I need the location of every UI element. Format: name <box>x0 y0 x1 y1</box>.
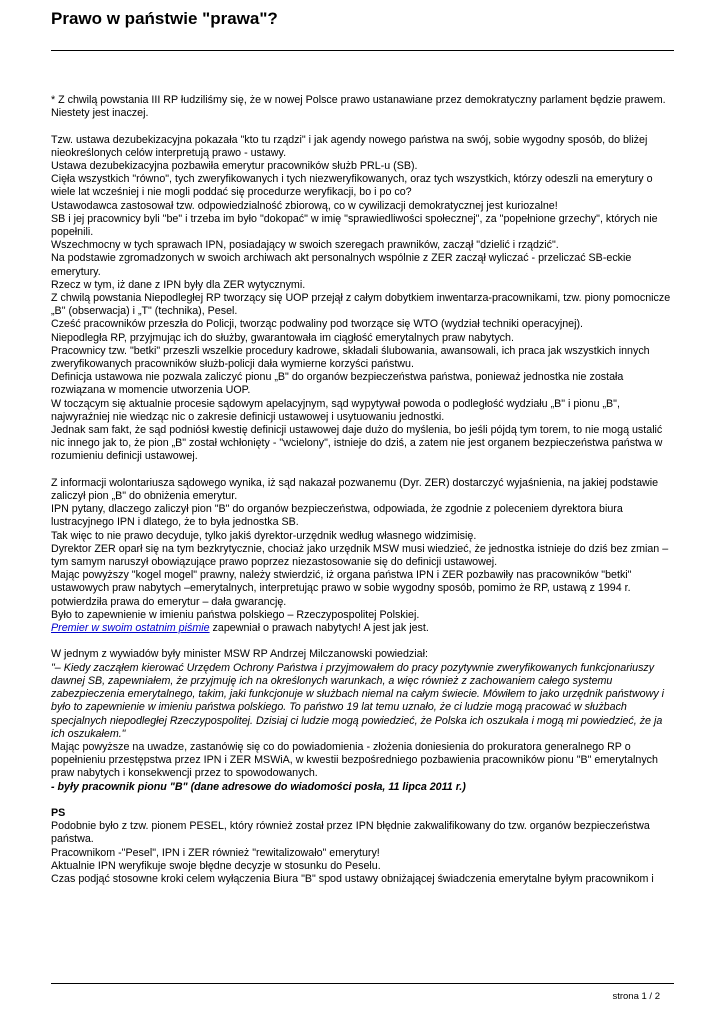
paragraph: W toczącym się aktualnie procesie sądowym apelacyjnym, sąd wypytywał powoda o podległość wydziału „B" i pionu „B", najwyraźniej nie wiedząc nic o zakresie definicji ustawowej i usytuowaniu jednostki. <box>51 397 620 423</box>
signature: - były pracownik pionu "B" (dane adresowe do wiadomości posła, 11 lipca 2011 r.) <box>51 780 466 793</box>
paragraph: Ustawodawca zastosował tzw. odpowiedzialność zbiorową, co w cywilizacji demokratycznej jest kuriozalne! <box>51 199 558 212</box>
ps-label: PS <box>51 806 66 819</box>
paragraph: Jednak sam fakt, że sąd podniósł kwestię definicji ustawowej daje dużo do myślenia, bo jeśli pójdą tym torem, to nie mogą ustalić nic innego jak to, że pion „B" został wchłonięty - "wcielony", istnieje do dziś, a zatem nie jest organem bezpieczeństwa państwa w rozumieniu definicji ustawowej. <box>51 424 663 463</box>
paragraph: Pracownicy tzw. "betki" przeszli wszelkie procedury kadrowe, składali ślubowania, awansowali, ich praca jak wszystkich innych zweryfikowanych pracowników służb-policji dała wymierne korzyści państwu. <box>51 344 650 371</box>
paragraph: W jednym z wywiadów były minister MSW RP Andrzej Milczanowski powiedział: <box>51 648 428 661</box>
page-title: Prawo w państwie "prawa"? <box>51 9 278 28</box>
paragraph: Czas podjąć stosowne kroki celem wyłączenia Biura "B" spod ustawy obniżającej świadczenia emerytalne byłym pracownikom i <box>51 872 654 885</box>
paragraph: Niestety jest inaczej. <box>51 107 149 120</box>
link-trailing-text: zapewniał o prawach nabytych! A jest jak jest. <box>209 622 429 635</box>
paragraph: Tak więc to nie prawo decyduje, tylko jakiś dyrektor-urzędnik według własnego widzimisię. <box>51 529 477 542</box>
paragraph: Tzw. ustawa dezubekizacyjna pokazała "kto tu rządzi" i jak agendy nowego państwa na swój, sobie wygodny sposób, do bliżej nieokreślonych celów interpretują prawo - ustawy. <box>51 133 648 159</box>
paragraph: Definicja ustawowa nie pozwala zaliczyć pionu „B" do organów bezpieczeństwa państwa, ponieważ jednostka nie została rozwiązana w momencie utworzenia UOP. <box>51 371 624 397</box>
paragraph: Aktualnie IPN weryfikuje swoje błędne decyzje w stosunku do Peselu. <box>51 859 381 872</box>
paragraph: Było to zapewnienie w imieniu państwa polskiego – Rzeczypospolitej Polskiej. <box>51 608 420 621</box>
paragraph: Z informacji wolontariusza sądowego wynika, iż sąd nakazał pozwanemu (Dyr. ZER) dostarczyć wyjaśnienia, na jakiej podstawie zaliczył pion „B" do obniżenia emerytur. <box>51 476 659 503</box>
footer-divider <box>51 983 674 984</box>
paragraph: Podobnie było z tzw. pionem PESEL, który również został przez IPN błędnie zakwalifikowany do tzw. organów bezpieczeństwa państwa. <box>51 820 650 846</box>
paragraph: Cześć pracowników przeszła do Policji, tworząc podwaliny pod tworzące się WTO (wydział techniki operacyjnej). <box>51 318 584 331</box>
paragraph: Dyrektor ZER oparł się na tym bezkrytycznie, chociaż jako urzędnik MSW musi wiedzieć, że jednostka istnieje do dziś bez zmian – tym samym naruszył obowiązujące prawo poprzez niezastosowanie się do definicji ustawowej. <box>51 542 669 569</box>
page-number: strona 1 / 2 <box>612 991 660 1002</box>
quote: "– Kiedy zacząłem kierować Urzędem Ochrony Państwa i przyjmowałem do pracy pozytywnie zweryfikowanych funkcjonariuszy dawnej SB, zapewniałem, że przyjmuję ich na określonych warunkach, a więc również z zachowaniem całego systemu zabezpieczenia emerytalnego, takim, jaki funkcjonuje w służbach niemal na całym świecie. Mówiłem to jako urzędnik państwowy i było to zapewnienie w imieniu państwa polskiego. To państwo 19 lat temu uznało, że ci ludzie mogą pracować w służbach specjalnych niepodległej Rzeczypospolitej. Dzisiaj ci ludzie mogą powiedzieć, że Polska ich oszukała i mogą mi powiedzieć, że ja ich oszukałem." <box>51 661 665 740</box>
paragraph: Mając powyższe na uwadze, zastanówię się co do powiadomienia - złożenia doniesienia do prokuratora generalnego RP o popełnieniu przestępstwa przez IPN i ZER MSWiA, w kwestii bezpośredniego pozbawienia pracowników pionu "B" emerytalnych praw nabytych i konsekwencji przez to spowodowanych. <box>51 740 658 780</box>
paragraph: Wszechmocny w tych sprawach IPN, posiadający w swoich szeregach prawników, zaczął "dzielić i rządzić". <box>51 239 559 252</box>
paragraph-with-link <box>51 622 677 635</box>
paragraph: IPN pytany, dlaczego zaliczył pion "B" do organów bezpieczeństwa, odpowiada, że zgodnie z poleceniem dyrektora biura lustracyjnego IPN i dlatego, że to była jednostka SB. <box>51 503 623 529</box>
premier-letter-link[interactable]: Premier w swoim ostatnim piśmie <box>51 622 210 635</box>
paragraph: Cięła wszystkich "równo", tych zweryfikowanych i tych niezweryfikowanych, oraz tych wszystkich, którzy odeszli na emerytury o wiele lat wcześniej i nie mogli poddać się procedurze weryfikacji, bo i po co? <box>51 173 653 199</box>
header-divider <box>51 50 674 51</box>
paragraph: Mając powyższy "kogel mogel" prawny, należy stwierdzić, iż organa państwa IPN i ZER pozbawiły nas pracowników "betki" ustawowych praw nabytych –emerytalnych, interpretując prawo w sobie wygodny sposób, pomimo że RP, ustawą z 1994 r. potwierdziła prawa do emerytur – dała gwarancję. <box>51 569 632 608</box>
paragraph: Z chwilą powstania Niepodległej RP tworzący się UOP przejął z całym dobytkiem inwentarza-pracownikami, tzw. piony pomocnicze „B" (obserwacja) i „T" (technika), Pesel. <box>51 292 671 318</box>
paragraph: Rzecz w tym, iż dane z IPN były dla ZER wytycznymi. <box>51 278 306 291</box>
paragraph: Pracownikom -"Pesel", IPN i ZER również "rewitalizowało" emerytury! <box>51 846 380 859</box>
paragraph: Ustawa dezubekizacyjna pozbawiła emerytur pracowników służb PRL-u (SB). <box>51 160 418 172</box>
paragraph: Niepodległa RP, przyjmując ich do służby, gwarantowała im ciągłość emerytalnych praw nabytych. <box>51 331 514 344</box>
paragraph: SB i jej pracownicy byli "be" i trzeba im było "dokopać" w imię "sprawiedliwości społecznej", za "popełnione grzechy", których nie popełnili. <box>51 212 658 239</box>
article-body <box>51 94 677 886</box>
paragraph: Na podstawie zgromadzonych w swoich archiwach akt personalnych wspólnie z ZER zaczął wyliczać - przeliczać SB-eckie emerytury. <box>51 252 632 278</box>
paragraph: * Z chwilą powstania III RP łudziliśmy się, że w nowej Polsce prawo ustanawiane przez demokratyczny parlament będzie prawem. <box>51 94 666 106</box>
